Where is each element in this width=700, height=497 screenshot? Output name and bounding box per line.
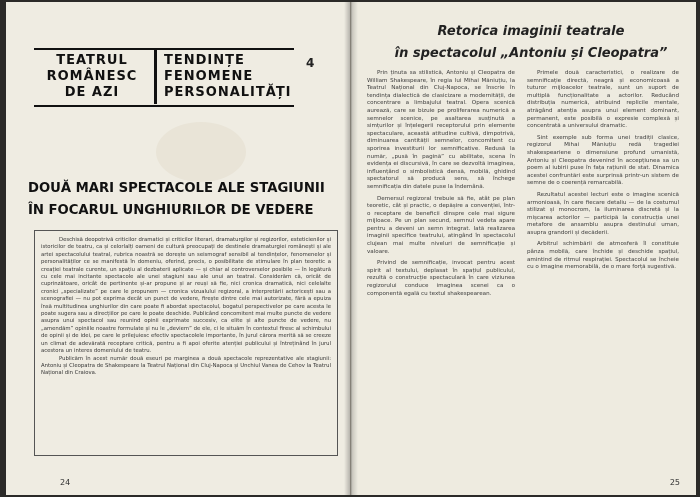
page-number-left: 24 (60, 478, 71, 487)
article-title-line-2: în spectacolul „Antoniu și Cleopatra” (394, 46, 668, 61)
box-paragraph: Deschisă deopotrivă criticilor dramatici și criticilor literari, dramaturgilor și regizorilor, esteticienilor și istoricilor de teatru, ca și celorlalți oameni de cultură preocupați de destinele dramaturgiei românești și ale artei spectacolului teatral, rubrica noastră se dorește un seismograf sensibil al tendințelor, fenomenelor și personalităților ce se manifestă în domeniu, oferind, precis, o posibilitate de stimulare în plan teoretic a creației teatrale curente, un spațiu al dezbaterii aplicate — și chiar al controverselor posibile — în legătură cu cele mai incitante spectacole ale unei stagiuni sau ale unui an teatral. Considerăm că, oricât de cuprinzătoare, oricât de pertinente și-ar propune și ar reuși să fie, nici cronica dramatică, nici celelalte cronici „specializate” pe care le propunem — cronica vizualului regizoral, a interpretării actoricești sau a scenografiei — nu pot exprima decât un punct de vedere, firește dintre cele mai autorizate, fără a epuiza însă multitudinea unghiurilor din care poate fi abordat spectacolul, bogatul perspectivelor pe care acesta le poate sugera sau a direcțiilor pe care le poate deschide. Publicând concomitent mai multe puncte de vedere asupra unui spectacol sau reunind opinii exprimate succesiv, ca elite și alte puncte de vedere, nu „amendăm” opiniile noastre formulate și nu le „deviem” de ele, ci le situăm în contextul firesc al schimbului de opinii și de idei, pe care le prilejuiesc efectiv spectacolele importante, în jurul cărora merită să se creeze un climat de adevărată receptare critică, pentru a fi apoi oferite atenției publicului și întreținând în jurul acestora un interes domeniului de teatru. (41, 237, 331, 355)
masthead-right-line: PERSONALITĂȚI (164, 85, 292, 100)
text-column-2 (527, 70, 679, 276)
box-paragraph: Publicăm în acest număr două eseuri pe marginea a două spectacole reprezentative ale stagiunii: Antoniu și Cleopatra de Shakespeare la Teatrul Național din Cluj-Napoca și Unchiul Vanea de Cehov la Teatrul Național din Craiova. (41, 355, 331, 377)
masthead-right-line: TENDINȚE (164, 53, 245, 68)
masthead-left-line: DE AZI (64, 85, 120, 100)
masthead-bottom-rule (34, 105, 294, 107)
column-paragraph: Demersul regizoral trebuie să fie, atât pe plan teoretic, cât și practic, o depășire a convenției, într-o receptare de beneficii dinspre cele mai sigure mijloace. Pe un plan secund, semnul vedeta apare pentru a deveni un semn integrat. Iată realizarea imaginii specifice teatrului, atingând în spectacolul clujean mai multe niveluri de semnificație și valoare. (367, 195, 515, 255)
article-title-line-1: Retorica imaginii teatrale (437, 24, 625, 39)
paper-stain (156, 122, 246, 182)
headline-line-2: ÎN FOCARUL UNGHIURILOR DE VEDERE (28, 203, 314, 218)
column-paragraph: Rezultatul acestei lecturi este o imagine scenică armonioasă, în care fiecare detaliu — de la costumul stilizat și monocrom, la iluminarea discretă și la mișcarea actorilor — participă la construcția unei metafore de ansamblu asupra destinului uman, asupra grandorii și decăderii. (527, 191, 679, 236)
masthead-right-column (164, 53, 294, 101)
book-gutter (344, 2, 358, 495)
headline-line-1: DOUĂ MARI SPECTACOLE ALE STAGIUNII (28, 181, 325, 196)
masthead-divider (154, 50, 157, 104)
section-masthead (34, 48, 314, 110)
column-paragraph: Sint exemple sub forma unei tradiții clasice, regizorul Mihai Măniuțiu redă tragediei shakespeariene o dimensiune profund umanistă, Antoniu și Cleopatra devenind în accepțiunea sa un poem al iubirii puse în fața rațiunii de stat. Dinamica acestei confruntări este surprinsă printr-un sistem de semne de o coerență remarcabilă. (527, 134, 679, 187)
masthead-left-line: TEATRUL (56, 53, 128, 68)
masthead-mark: 4 (306, 56, 315, 70)
article-headline (28, 178, 346, 222)
editorial-note-box (34, 230, 338, 456)
text-column-1 (367, 70, 515, 302)
masthead-top-rule (34, 48, 294, 50)
column-paragraph: Primele două caracteristici, o realizare de semnificație directă, neagră și economicoasă a tuturor mijloacelor teatrale, sunt un suport de multiplă funcționalitate a actorilor. Reducând distribuția numerică, atribuind replicile mentale, atrăgând atenția asupra unui element dominant, permanent, este posibilă o expresie complexă și concentrată a universului dramatic. (527, 70, 679, 130)
column-paragraph: Prin ținuta sa stilistică, Antoniu și Cleopatra de William Shakespeare, în regia lui Mihai Măniuțiu, la Teatrul Național din Cluj-Napoca, se înscrie în tendința dialectică de clasicizare a modernității, de concentrare a limbajului teatral. Opera scenică aurează, care se bizuie pe proliferarea numerică a semnelor scenice, pe asaltarea susținută a simțurilor și înțelegerii receptorului prin elemente spectaculare, această atitudine cultivă, dimpotrivă, diminuarea cantității semnelor, concomitent cu sporirea investiturii lor semnificative. Redusă la număr, „pusă în pagină” cu abilitate, scena în evidența ei discursivă, în care se dezvoltă imaginea, influențând o simbolistică densă, mobilă, ghidind spectatorul să producă sens, să închege semnificația din datele puse la îndemână. (367, 70, 515, 190)
open-book (6, 2, 696, 495)
right-page (351, 2, 696, 495)
column-paragraph: Arbitrul schimbării de atmosferă îl constituie pânza mobilă, care închide și deschide spațiul, amintind de ritmul respirației. Spectacolul se încheie cu o imagine memorabilă, de o mare forță sugestivă. (527, 241, 679, 271)
column-paragraph: Privind de semnificație, invocat pentru acest spirit al textului, deplasat în spațiul publicului, rezultă o construcție spectaculară în care viziunea regizorului conduce imaginea scenei ca o componentă egală cu textul shakespearean. (367, 260, 515, 297)
masthead-right-line: FENOMENE (164, 69, 254, 84)
masthead-left-column (34, 53, 150, 101)
left-page (6, 2, 351, 495)
page-number-right: 25 (669, 478, 680, 487)
masthead-left-line: ROMÂNESC (46, 69, 138, 84)
